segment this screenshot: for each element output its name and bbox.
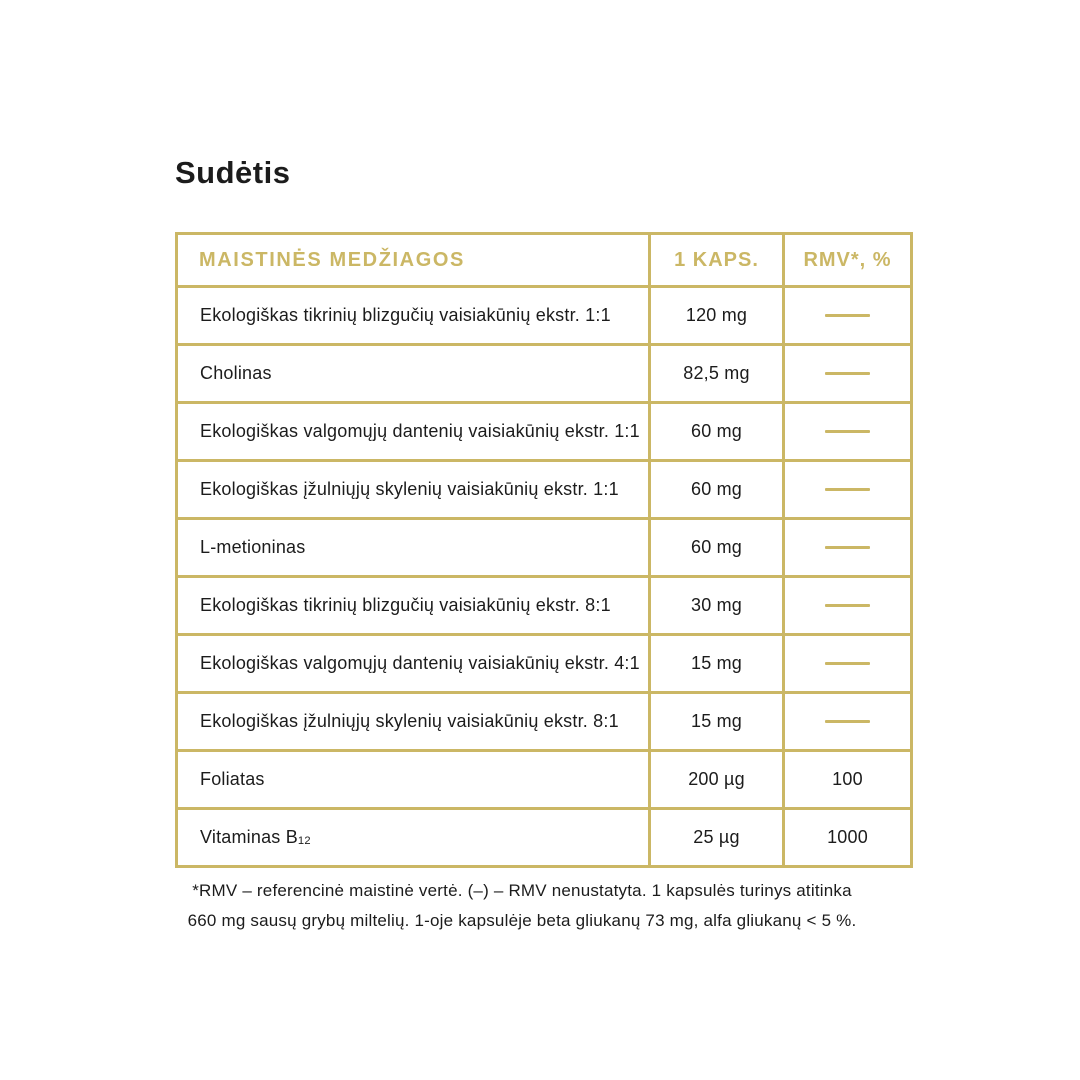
no-value-dash xyxy=(825,372,870,375)
rmv-not-established xyxy=(784,345,912,403)
amount-per-capsule: 120 mg xyxy=(650,287,784,345)
footnote-line-2: 660 mg sausų grybų miltelių. 1-oje kapsulėje beta gliukanų 73 mg, alfa gliukanų < 5 %. xyxy=(187,911,857,930)
no-value-dash xyxy=(825,546,870,549)
no-value-dash xyxy=(825,430,870,433)
nutrient-name-subscript: 12 xyxy=(297,835,311,848)
no-value-dash xyxy=(825,488,870,491)
nutrient-name: Cholinas xyxy=(177,345,650,403)
table-row xyxy=(177,577,912,635)
amount-per-capsule: 82,5 mg xyxy=(650,345,784,403)
page-title: Sudėtis xyxy=(175,155,291,190)
no-value-dash xyxy=(825,604,870,607)
footnote xyxy=(163,876,881,936)
rmv-not-established xyxy=(784,693,912,751)
table-row xyxy=(177,751,912,809)
column-header-per-capsule: 1 KAPS. xyxy=(650,234,784,287)
amount-per-capsule: 15 mg xyxy=(650,693,784,751)
nutrient-name: L-metioninas xyxy=(177,519,650,577)
amount-per-capsule: 60 mg xyxy=(650,461,784,519)
rmv-value: 100 xyxy=(784,751,912,809)
nutrient-name: Ekologiškas tikrinių blizgučių vaisiakūnių ekstr. 1:1 xyxy=(177,287,650,345)
column-header-nutrients: MAISTINĖS MEDŽIAGOS xyxy=(177,234,650,287)
amount-per-capsule: 25 µg xyxy=(650,809,784,867)
table-row xyxy=(177,635,912,693)
footnote-line-1: *RMV – referencinė maistinė vertė. (–) – RMV nenustatyta. 1 kapsulės turinys atitinka xyxy=(192,881,852,900)
amount-per-capsule: 30 mg xyxy=(650,577,784,635)
table-row xyxy=(177,403,912,461)
column-header-rmv: RMV*, % xyxy=(784,234,912,287)
no-value-dash xyxy=(825,720,870,723)
nutrient-name: Vitaminas $B_{12}$ xyxy=(177,809,650,867)
nutrient-name: Ekologiškas valgomųjų dantenių vaisiakūnių ekstr. 4:1 xyxy=(177,635,650,693)
table-row xyxy=(177,461,912,519)
table-row xyxy=(177,693,912,751)
table-row xyxy=(177,345,912,403)
rmv-not-established xyxy=(784,635,912,693)
table-row xyxy=(177,809,912,867)
table-header-row xyxy=(177,234,912,287)
nutrient-name: Ekologiškas tikrinių blizgučių vaisiakūnių ekstr. 8:1 xyxy=(177,577,650,635)
nutrient-name: Ekologiškas valgomųjų dantenių vaisiakūnių ekstr. 1:1 xyxy=(177,403,650,461)
composition-table-wrap xyxy=(175,232,910,868)
nutrient-name: Ekologiškas įžulniųjų skylenių vaisiakūnių ekstr. 8:1 xyxy=(177,693,650,751)
rmv-not-established xyxy=(784,403,912,461)
table-row xyxy=(177,287,912,345)
rmv-not-established xyxy=(784,519,912,577)
table-row xyxy=(177,519,912,577)
rmv-not-established xyxy=(784,461,912,519)
nutrient-name: Foliatas xyxy=(177,751,650,809)
no-value-dash xyxy=(825,662,870,665)
amount-per-capsule: 15 mg xyxy=(650,635,784,693)
amount-per-capsule: 60 mg xyxy=(650,519,784,577)
nutrient-name: Ekologiškas įžulniųjų skylenių vaisiakūnių ekstr. 1:1 xyxy=(177,461,650,519)
composition-table xyxy=(175,232,913,868)
rmv-value: 1000 xyxy=(784,809,912,867)
no-value-dash xyxy=(825,314,870,317)
rmv-not-established xyxy=(784,287,912,345)
amount-per-capsule: 200 µg xyxy=(650,751,784,809)
amount-per-capsule: 60 mg xyxy=(650,403,784,461)
rmv-not-established xyxy=(784,577,912,635)
